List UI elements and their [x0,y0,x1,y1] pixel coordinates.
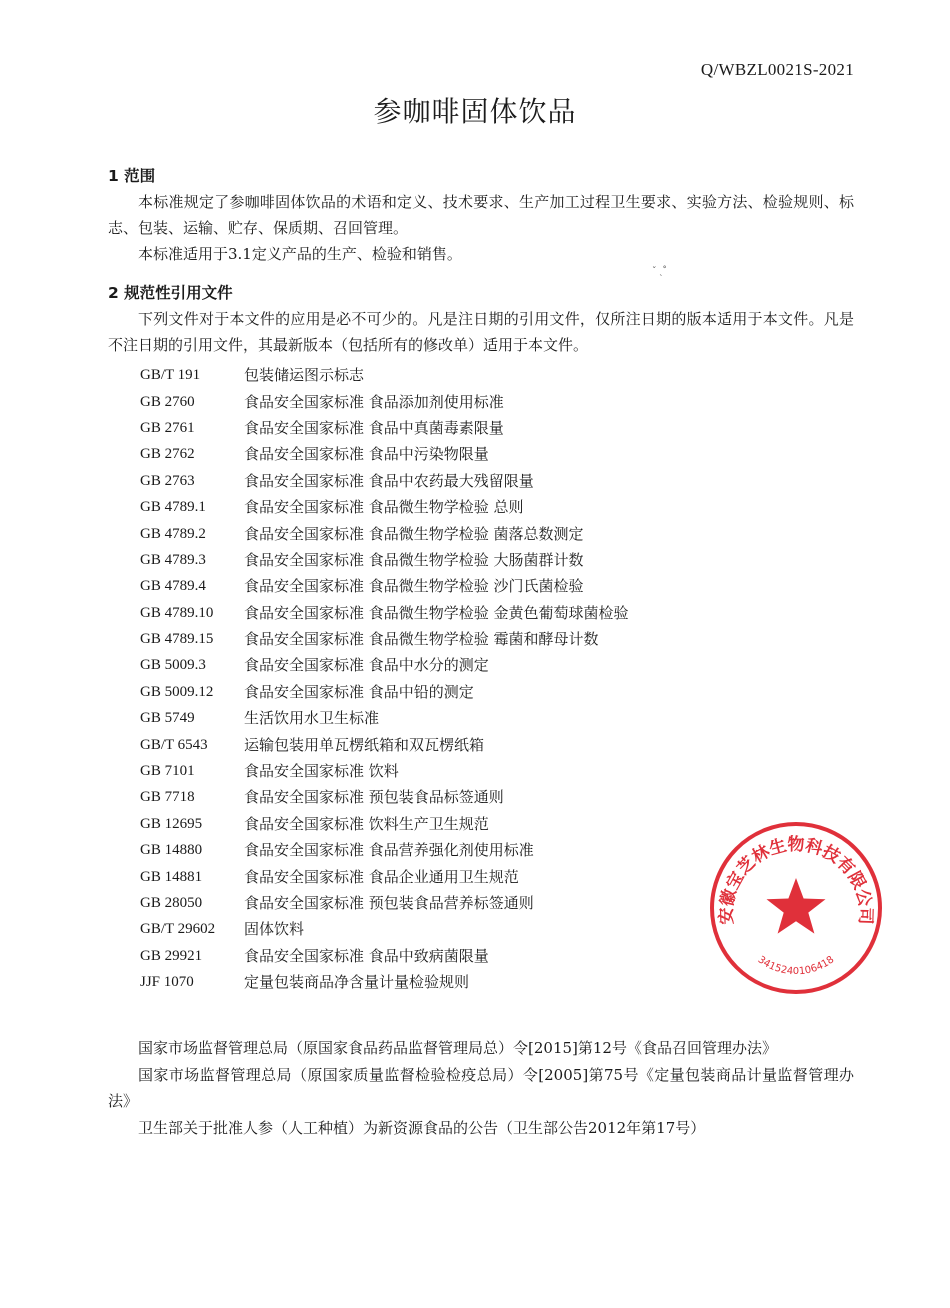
standard-name: 食品安全国家标准 食品中农药最大残留限量 [244,471,534,490]
standard-name: 食品安全国家标准 预包装食品标签通则 [244,788,504,807]
standard-code: GB 29921 [140,947,203,964]
standard-code: GB 12695 [140,815,203,832]
standard-row [108,441,854,467]
standard-code: GB/T 29602 [140,921,216,938]
regulations-list [108,1035,854,1141]
standard-code: GB/T 191 [140,367,201,384]
seal-star-icon [767,878,826,934]
standard-code: GB 5009.12 [140,683,214,700]
standard-row [108,626,854,652]
standard-code: GB 4789.3 [140,551,206,568]
standard-code: GB 2760 [140,393,195,410]
standard-code: GB 14881 [140,868,203,885]
standard-name: 运输包装用单瓦楞纸箱和双瓦楞纸箱 [244,735,485,754]
standard-code: GB 2762 [140,446,195,463]
standard-code: GB 2761 [140,419,195,436]
standard-row [108,494,854,520]
standard-name: 食品安全国家标准 食品中污染物限量 [244,445,489,464]
standard-row [108,415,854,441]
standard-row [108,468,854,494]
standard-code: GB 5749 [140,710,195,727]
standard-row [108,600,854,626]
standard-row [108,784,854,810]
standard-name: 食品安全国家标准 食品微生物学检验 霉菌和酵母计数 [244,630,599,649]
standard-name: 食品安全国家标准 食品中致病菌限量 [244,946,489,965]
standard-row [108,362,854,388]
standard-name: 生活饮用水卫生标准 [244,709,380,728]
standard-row [108,573,854,599]
scan-specks: ˇ ˏ˚ [652,267,667,277]
standard-row [108,547,854,573]
regulation-item: 国家市场监督管理总局（原国家食品药品监督管理局总）令[2015]第12号《食品召回管理办法》 [138,1039,777,1058]
section-2-intro: 下列文件对于本文件的应用是必不可少的。凡是注日期的引用文件，仅所注日期的版本适用于本文件。凡是不注日期的引用文件，其最新版本（包括所有的修改单）适用于本文件。 [108,310,854,354]
standard-row [108,652,854,678]
standard-code: GB 2763 [140,472,195,489]
section-1-paragraph-1: 本标准规定了参咖啡固体饮品的术语和定义、技术要求、生产加工过程卫生要求、实验方法、检验规则、标志、包装、运输、贮存、保质期、召回管理。 [108,193,854,237]
section-1-paragraph-2: 本标准适用于3.1定义产品的生产、检验和销售。 [138,245,462,263]
standard-code: GB 28050 [140,895,203,911]
company-seal [706,818,886,998]
document-title: 参咖啡固体饮品 [373,95,577,128]
standard-name: 定量包装商品净含量计量检验规则 [244,973,470,992]
standard-row [108,679,854,705]
standard-row [108,520,854,546]
seal-company-text: 安徽宝芝林生物科技有限公司 [716,835,876,925]
standard-name: 食品安全国家标准 饮料生产卫生规范 [244,814,489,833]
standard-name: 食品安全国家标准 食品中真菌毒素限量 [244,418,504,437]
standard-code: JJF 1070 [140,974,194,991]
standard-code: GB 4789.10 [140,604,214,621]
standard-code: GB 7718 [140,789,195,806]
standard-name: 食品安全国家标准 食品中水分的测定 [244,656,489,675]
document-code: Q/WBZL0021S-2021 [700,60,854,79]
standard-code: GB 14880 [140,842,203,859]
standard-name: 食品安全国家标准 食品营养强化剂使用标准 [244,841,534,860]
standard-name: 食品安全国家标准 食品微生物学检验 沙门氏菌检验 [244,577,584,596]
standard-name: 食品安全国家标准 食品微生物学检验 金黄色葡萄球菌检验 [244,603,629,622]
standard-name: 固体饮料 [244,920,305,939]
regulation-item: 卫生部关于批准人参（人工种植）为新资源食品的公告（卫生部公告2012年第17号） [138,1119,706,1138]
standard-code: GB 4789.4 [140,578,206,595]
standard-name: 包装储运图示标志 [244,366,365,385]
standard-row [108,758,854,784]
seal-number-text: 3415240106418 [755,954,837,978]
standard-row [108,705,854,731]
standard-name: 食品安全国家标准 预包装食品营养标签通则 [244,894,534,912]
standard-code: GB/T 6543 [140,736,208,753]
standard-code: GB 5009.3 [140,657,206,674]
standard-name: 食品安全国家标准 饮料 [244,762,399,781]
standard-code: GB 4789.1 [140,499,206,516]
standard-name: 食品安全国家标准 食品添加剂使用标准 [244,392,504,411]
standard-code: GB 7101 [140,763,195,780]
section-1-heading: 1 范围 [108,167,156,185]
standard-name: 食品安全国家标准 食品微生物学检验 菌落总数测定 [244,524,584,543]
standard-name: 食品安全国家标准 食品企业通用卫生规范 [244,867,519,886]
standard-name: 食品安全国家标准 食品微生物学检验 总则 [244,498,524,517]
standard-code: GB 4789.2 [140,525,206,542]
standard-name: 食品安全国家标准 食品中铅的测定 [244,682,474,701]
standard-name: 食品安全国家标准 食品微生物学检验 大肠菌群计数 [244,550,584,569]
regulation-item: 国家市场监督管理总局（原国家质量监督检验检疫总局）令[2005]第75号《定量包装商品计量监督管理办法》 [108,1066,854,1111]
section-2-heading: 2 规范性引用文件 [108,284,233,302]
standard-code: GB 4789.15 [140,631,214,648]
standard-row [108,731,854,757]
standard-row [108,388,854,414]
